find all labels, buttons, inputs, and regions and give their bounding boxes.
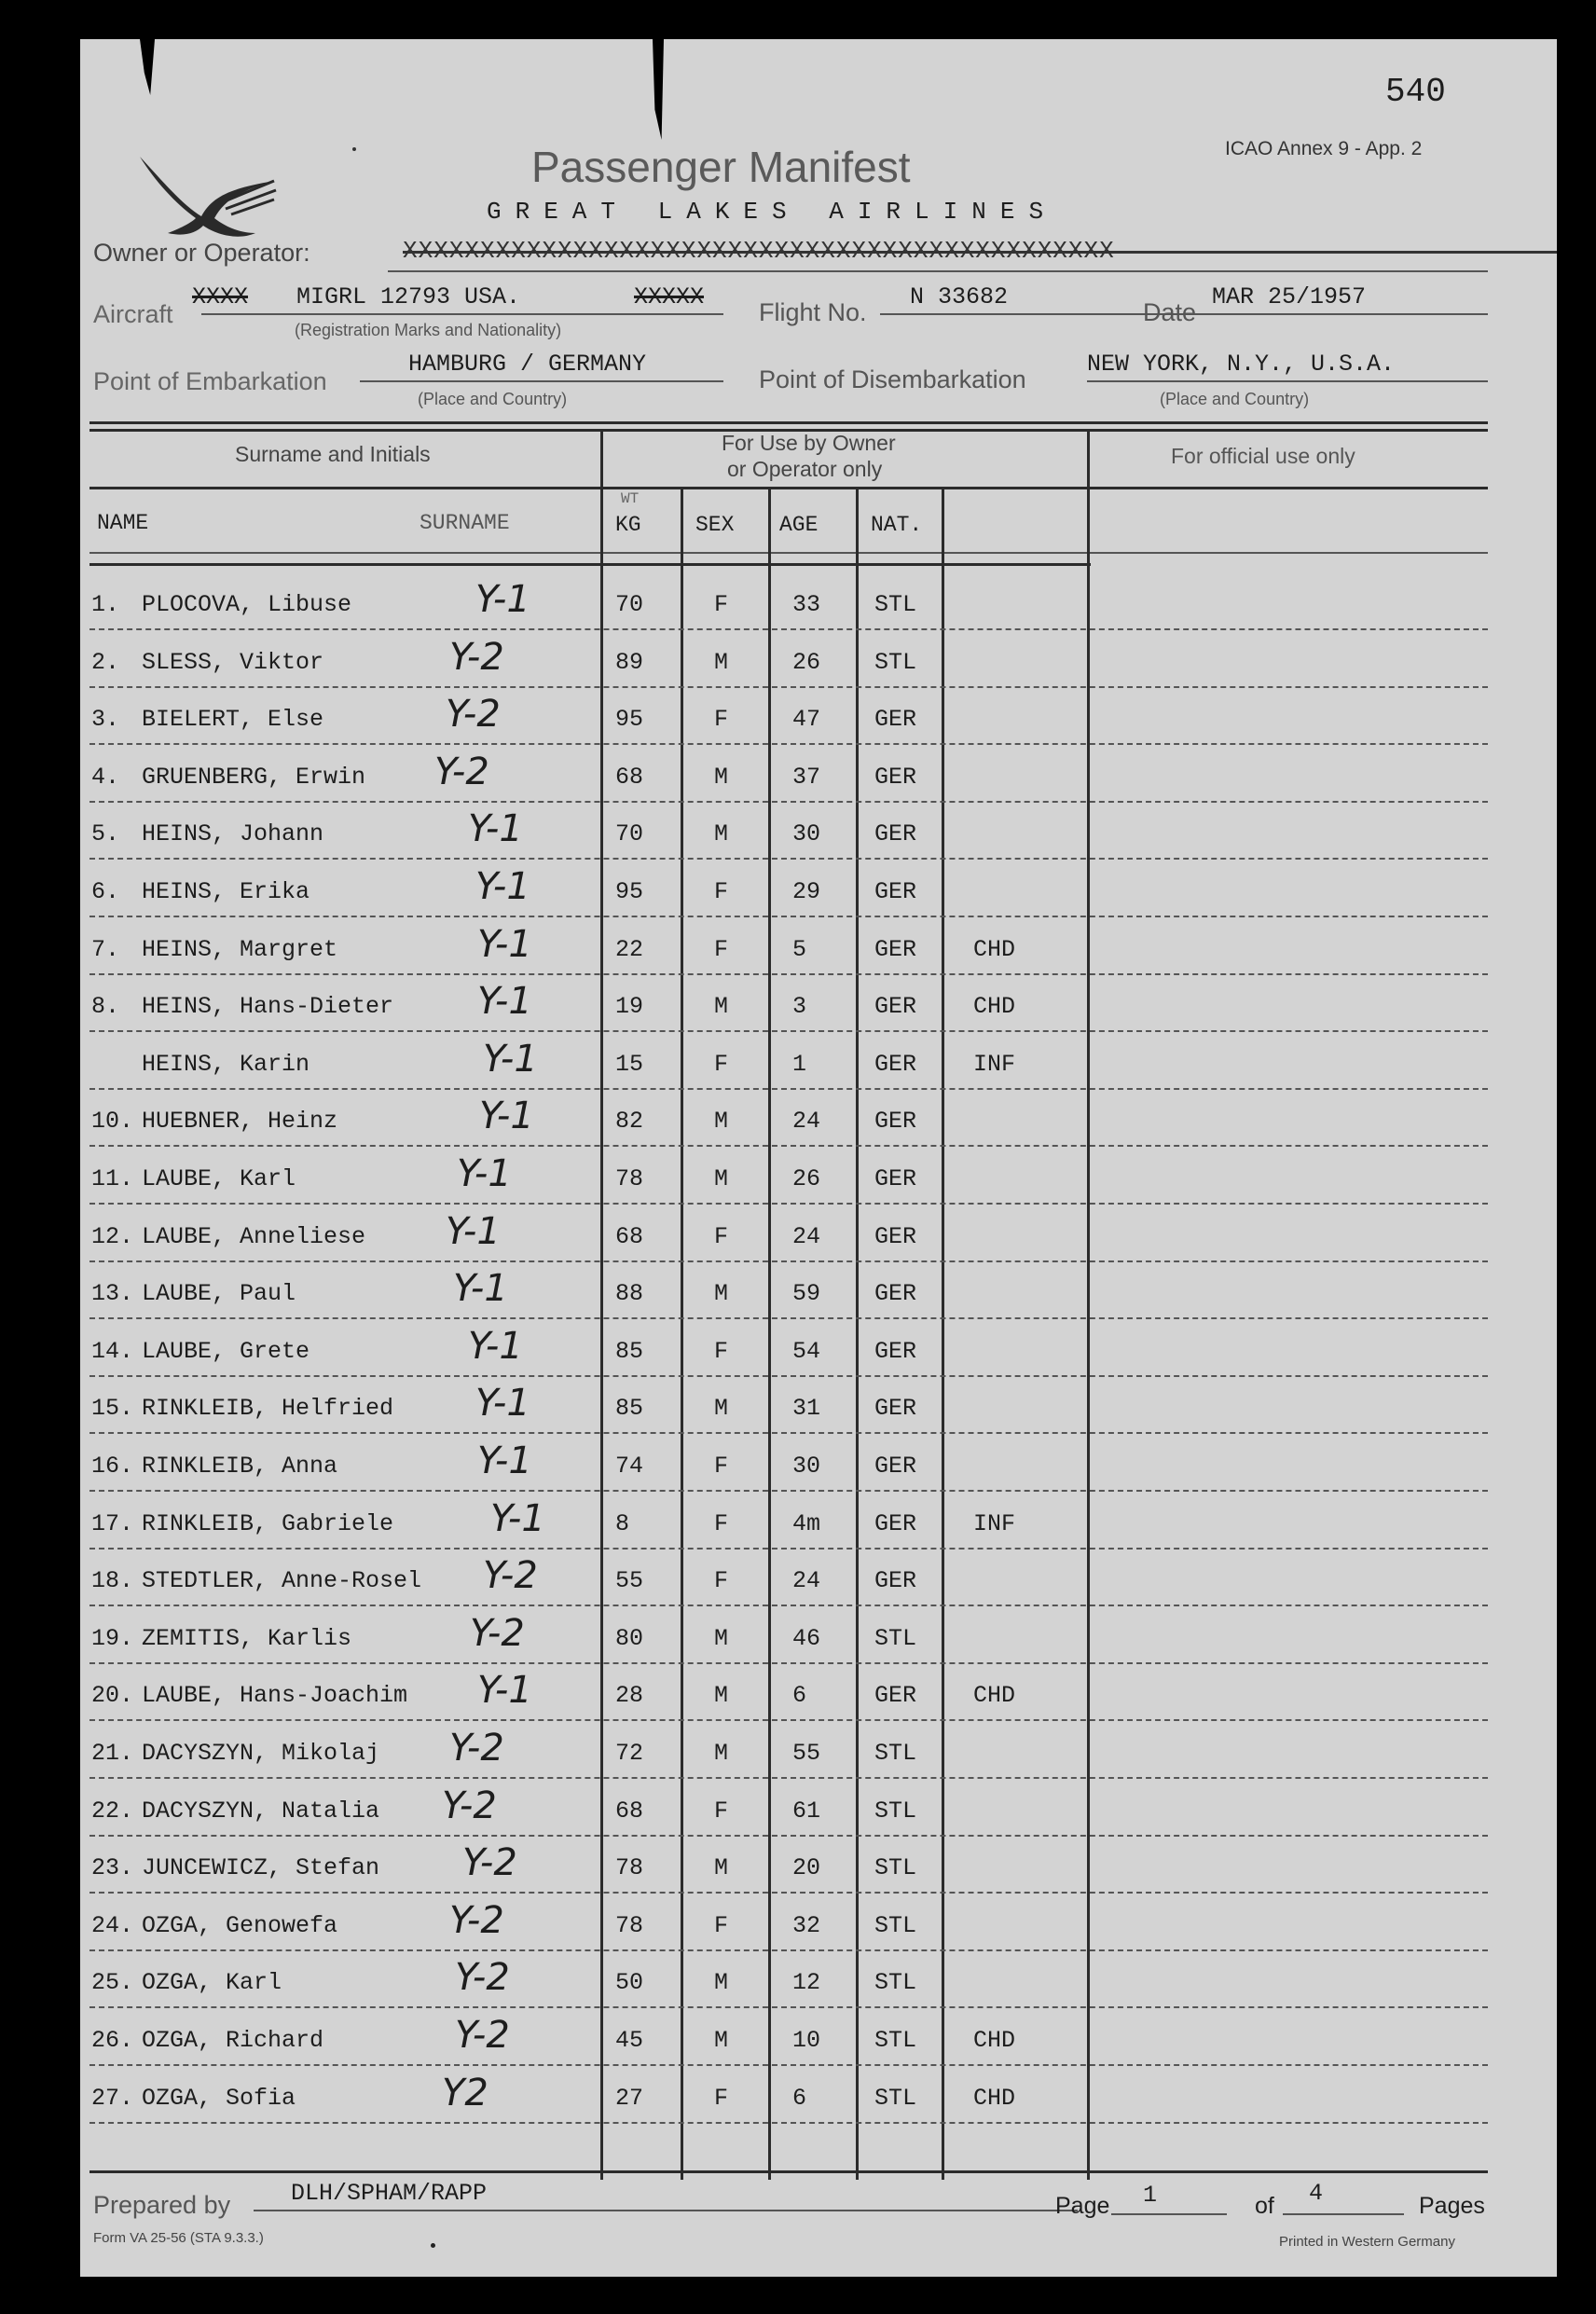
passenger-sex: M [714, 1395, 729, 1423]
passenger-age: 1 [792, 1050, 807, 1078]
passenger-age: 33 [792, 591, 821, 618]
passenger-age: 6 [792, 2084, 807, 2112]
torn-edge-left [140, 39, 155, 95]
prepared-label: Prepared by [93, 2191, 231, 2219]
aircraft-value-prefix: XXXX [192, 283, 249, 310]
passenger-remark: CHD [973, 2084, 1016, 2112]
passenger-sex: M [714, 820, 729, 848]
passenger-nat: GER [874, 1280, 917, 1308]
passenger-no: 7. [91, 935, 120, 963]
passenger-sex: M [714, 1108, 729, 1136]
passenger-sex: F [714, 1337, 729, 1365]
aircraft-value: MIGRL 12793 USA. [296, 283, 521, 310]
passenger-name: OZGA, Sofia [142, 2084, 296, 2112]
passenger-kg: 70 [615, 591, 644, 618]
row-separator [89, 1317, 1488, 1319]
col-divider-age [856, 487, 859, 2180]
passenger-remark: INF [973, 1050, 1016, 1078]
passenger-name: DACYSZYN, Natalia [142, 1797, 380, 1825]
passenger-no: 11. [91, 1165, 134, 1192]
row-separator [89, 1835, 1488, 1837]
passenger-name: HEINS, Karin [142, 1050, 310, 1078]
passenger-kg: 88 [615, 1280, 644, 1308]
passenger-age: 47 [792, 706, 821, 734]
passenger-sex: M [714, 2027, 729, 2054]
passenger-code: Y-1 [475, 1382, 530, 1426]
passenger-name: RINKLEIB, Helfried [142, 1395, 394, 1423]
passenger-kg: 72 [615, 1740, 644, 1767]
passenger-code: Y-1 [468, 807, 523, 851]
passenger-name: SLESS, Viktor [142, 648, 324, 676]
passenger-no: 18. [91, 1567, 134, 1595]
col-divider-official [1087, 429, 1090, 2180]
passenger-kg: 22 [615, 935, 644, 963]
passenger-kg: 50 [615, 1969, 644, 1997]
flight-label: Flight No. [759, 298, 867, 326]
passenger-sex: M [714, 1682, 729, 1710]
passenger-nat: GER [874, 1453, 917, 1480]
passenger-kg: 78 [615, 1854, 644, 1882]
owner-value-struck: XXXXXXXXXXXXXXXXXXXXXXXXXXXXXXXXXXXXXXXXXXXXXX [403, 237, 1557, 265]
passenger-age: 59 [792, 1280, 821, 1308]
passenger-code: Y-1 [477, 1439, 532, 1482]
row-separator [89, 858, 1488, 860]
passenger-no: 25. [91, 1969, 134, 1997]
row-separator [89, 1145, 1488, 1147]
airline-logo [134, 144, 283, 246]
passenger-nat: GER [874, 993, 917, 1021]
passenger-code: Y-2 [455, 2014, 510, 2057]
disembarkation-underline [1087, 380, 1488, 382]
passenger-age: 3 [792, 993, 807, 1021]
passenger-nat: GER [874, 878, 917, 905]
passenger-kg: 55 [615, 1567, 644, 1595]
passenger-nat: GER [874, 1165, 917, 1192]
passenger-age: 55 [792, 1740, 821, 1767]
document-title: Passenger Manifest [531, 143, 911, 191]
passenger-remark: CHD [973, 1682, 1016, 1710]
disembarkation-value: NEW YORK, N.Y., U.S.A. [1087, 351, 1396, 378]
passenger-nat: GER [874, 1567, 917, 1595]
passenger-name: LAUBE, Anneliese [142, 1222, 366, 1250]
form-id: Form VA 25-56 (STA 9.3.3.) [93, 2230, 264, 2246]
header-wt: WT [621, 490, 640, 507]
header-name: NAME [97, 511, 149, 535]
passenger-age: 20 [792, 1854, 821, 1882]
passenger-sex: F [714, 1509, 729, 1537]
passenger-kg: 27 [615, 2084, 644, 2112]
passenger-sex: F [714, 1453, 729, 1480]
passenger-code: Y-1 [475, 578, 530, 621]
row-separator [89, 1030, 1488, 1032]
owner-underline [388, 270, 1488, 272]
passenger-age: 4m [792, 1509, 821, 1537]
printed-note: Printed in Western Germany [1279, 2234, 1455, 2250]
row-separator [89, 1892, 1488, 1894]
passenger-age: 30 [792, 1453, 821, 1480]
passenger-code: Y-2 [449, 1727, 504, 1770]
page-label: Page [1055, 2193, 1110, 2219]
header-sex: SEX [695, 513, 735, 537]
table-bottom-rule [89, 2170, 1488, 2173]
passenger-no: 8. [91, 993, 120, 1021]
passenger-no: 15. [91, 1395, 134, 1423]
passenger-age: 24 [792, 1567, 821, 1595]
passenger-no: 2. [91, 648, 120, 676]
passenger-name: STEDTLER, Anne-Rosel [142, 1567, 422, 1595]
passenger-sex: M [714, 1854, 729, 1882]
passenger-name: HUEBNER, Heinz [142, 1108, 338, 1136]
passenger-sex: F [714, 935, 729, 963]
passenger-remark: CHD [973, 2027, 1016, 2054]
passenger-nat: STL [874, 1740, 917, 1767]
date-value: MAR 25/1957 [1212, 283, 1367, 310]
passenger-name: OZGA, Richard [142, 2027, 324, 2054]
page-value: 1 [1143, 2182, 1158, 2209]
col-divider-name [600, 429, 603, 2180]
passenger-age: 24 [792, 1108, 821, 1136]
row-separator [89, 916, 1488, 917]
passenger-name: LAUBE, Karl [142, 1165, 296, 1192]
passenger-no: 23. [91, 1854, 134, 1882]
passenger-name: LAUBE, Paul [142, 1280, 296, 1308]
passenger-sex: M [714, 763, 729, 791]
passenger-no: 24. [91, 1911, 134, 1939]
passenger-nat: GER [874, 1337, 917, 1365]
header-surname-initials: Surname and Initials [235, 442, 431, 466]
passenger-code: Y-1 [483, 1037, 538, 1081]
passenger-kg: 78 [615, 1165, 644, 1192]
icao-reference: ICAO Annex 9 - App. 2 [1225, 138, 1423, 159]
passenger-name: OZGA, Genowefa [142, 1911, 338, 1939]
passenger-code: Y-1 [477, 1669, 532, 1713]
passenger-nat: STL [874, 648, 917, 676]
row-separator [89, 1203, 1488, 1205]
passenger-nat: STL [874, 1969, 917, 1997]
passenger-age: 30 [792, 820, 821, 848]
pages-label: Pages [1419, 2193, 1485, 2219]
passenger-no: 16. [91, 1453, 134, 1480]
passenger-no: 27. [91, 2084, 134, 2112]
passenger-remark: INF [973, 1509, 1016, 1537]
passenger-kg: 80 [615, 1624, 644, 1652]
passenger-code: Y-2 [449, 1898, 504, 1942]
row-separator [89, 1432, 1488, 1434]
passenger-name: ZEMITIS, Karlis [142, 1624, 352, 1652]
passenger-no: 13. [91, 1280, 134, 1308]
passenger-kg: 82 [615, 1108, 644, 1136]
row-separator [89, 1375, 1488, 1377]
passenger-age: 26 [792, 1165, 821, 1192]
header-owner-use-1: For Use by Owner [722, 431, 896, 455]
row-separator [89, 1490, 1488, 1492]
disembarkation-label: Point of Disembarkation [759, 365, 1026, 393]
passenger-code: Y-1 [446, 1209, 501, 1253]
passenger-age: 5 [792, 935, 807, 963]
date-label: Date [1143, 298, 1197, 326]
passenger-sex: M [714, 993, 729, 1021]
passenger-sex: M [714, 1165, 729, 1192]
passenger-kg: 8 [615, 1509, 630, 1537]
ink-dot [352, 147, 356, 151]
passenger-kg: 70 [615, 820, 644, 848]
header-official-use: For official use only [1171, 444, 1355, 468]
passenger-sex: F [714, 878, 729, 905]
passenger-code: Y-2 [449, 635, 504, 679]
aircraft-caption: (Registration Marks and Nationality) [295, 321, 562, 339]
passenger-age: 32 [792, 1911, 821, 1939]
passenger-name: OZGA, Karl [142, 1969, 282, 1997]
passenger-kg: 74 [615, 1453, 644, 1480]
row-separator [89, 1719, 1488, 1721]
passenger-nat: STL [874, 2084, 917, 2112]
aircraft-label: Aircraft [93, 300, 173, 328]
row-separator [89, 1662, 1488, 1664]
row-separator [89, 801, 1488, 803]
passenger-age: 12 [792, 1969, 821, 1997]
row-separator [89, 1548, 1488, 1550]
embarkation-underline [360, 380, 723, 382]
passenger-code: Y-2 [446, 693, 501, 737]
passenger-no: 20. [91, 1682, 134, 1710]
passenger-code: Y-2 [470, 1611, 525, 1655]
aircraft-value-suffix: XXXXX [634, 283, 705, 310]
passenger-code: Y-1 [477, 980, 532, 1024]
passenger-remark: CHD [973, 935, 1016, 963]
passenger-name: HEINS, Margret [142, 935, 338, 963]
row-separator [89, 1260, 1488, 1262]
header-surname: SURNAME [420, 511, 510, 535]
passenger-nat: STL [874, 1854, 917, 1882]
passenger-nat: GER [874, 820, 917, 848]
passenger-age: 26 [792, 648, 821, 676]
passenger-sex: F [714, 2084, 729, 2112]
passenger-name: LAUBE, Grete [142, 1337, 310, 1365]
passenger-code: Y-1 [453, 1267, 508, 1311]
passenger-sex: M [714, 648, 729, 676]
passenger-nat: GER [874, 763, 917, 791]
passenger-age: 29 [792, 878, 821, 905]
passenger-age: 37 [792, 763, 821, 791]
passenger-nat: GER [874, 935, 917, 963]
passenger-code: Y-1 [477, 922, 532, 966]
passenger-kg: 15 [615, 1050, 644, 1078]
manifest-sheet [80, 39, 1557, 2277]
passenger-code: Y-1 [479, 1095, 534, 1138]
passenger-nat: STL [874, 1911, 917, 1939]
row-separator [89, 628, 1488, 630]
passenger-nat: GER [874, 1050, 917, 1078]
passenger-no: 10. [91, 1108, 134, 1136]
row-separator [89, 1777, 1488, 1779]
row-separator [89, 743, 1488, 745]
of-underline [1283, 2213, 1404, 2215]
passenger-code: Y-1 [475, 865, 530, 908]
table-header-rule [89, 487, 1488, 489]
passenger-kg: 68 [615, 1797, 644, 1825]
passenger-kg: 95 [615, 706, 644, 734]
row-separator [89, 1949, 1488, 1951]
passenger-nat: STL [874, 591, 917, 618]
passenger-age: 6 [792, 1682, 807, 1710]
passenger-sex: F [714, 706, 729, 734]
passenger-no: 1. [91, 591, 120, 618]
prepared-value: DLH/SPHAM/RAPP [291, 2180, 488, 2207]
passenger-sex: M [714, 1969, 729, 1997]
table-top-rule [89, 421, 1488, 424]
passenger-sex: F [714, 1911, 729, 1939]
embarkation-caption: (Place and Country) [418, 390, 568, 408]
passenger-age: 31 [792, 1395, 821, 1423]
passenger-code: Y-1 [468, 1324, 523, 1368]
owner-label: Owner or Operator: [93, 239, 310, 267]
passenger-nat: GER [874, 1395, 917, 1423]
passenger-code: Y-2 [442, 1784, 497, 1827]
passenger-sex: F [714, 1797, 729, 1825]
passenger-no: 26. [91, 2027, 134, 2054]
passenger-sex: F [714, 591, 729, 618]
passenger-kg: 28 [615, 1682, 644, 1710]
passenger-name: DACYSZYN, Mikolaj [142, 1740, 380, 1767]
col-divider-kg [681, 487, 683, 2180]
of-value: 4 [1309, 2180, 1324, 2207]
passenger-no: 22. [91, 1797, 134, 1825]
passenger-nat: STL [874, 2027, 917, 2054]
passenger-age: 54 [792, 1337, 821, 1365]
col-divider-nat [942, 487, 944, 2180]
passenger-age: 10 [792, 2027, 821, 2054]
passenger-age: 61 [792, 1797, 821, 1825]
row-separator [89, 686, 1488, 688]
passenger-nat: GER [874, 1509, 917, 1537]
prepared-underline [254, 2210, 1078, 2211]
row-separator [89, 973, 1488, 975]
passenger-kg: 95 [615, 878, 644, 905]
passenger-kg: 85 [615, 1395, 644, 1423]
passenger-code: Y-1 [457, 1152, 512, 1195]
table-subheader-rule [89, 552, 1488, 554]
row-separator [89, 2006, 1488, 2008]
passenger-code: Y-1 [490, 1496, 545, 1540]
passenger-kg: 68 [615, 1222, 644, 1250]
passenger-name: GRUENBERG, Erwin [142, 763, 366, 791]
passenger-sex: F [714, 1050, 729, 1078]
passenger-code: Y-2 [434, 750, 489, 793]
row-separator [89, 2064, 1488, 2066]
passenger-sex: F [714, 1567, 729, 1595]
row-separator [89, 1605, 1488, 1606]
row-separator [89, 2122, 1488, 2124]
passenger-name: HEINS, Erika [142, 878, 310, 905]
passenger-kg: 89 [615, 648, 644, 676]
passenger-name: BIELERT, Else [142, 706, 324, 734]
passenger-remark: CHD [973, 993, 1016, 1021]
passenger-nat: GER [874, 1222, 917, 1250]
flight-value: N 33682 [910, 283, 1009, 310]
passenger-name: HEINS, Johann [142, 820, 324, 848]
page-underline [1111, 2213, 1227, 2215]
col-divider-sex [768, 487, 771, 2180]
passenger-kg: 78 [615, 1911, 644, 1939]
header-nat: NAT. [871, 513, 923, 537]
header-age: AGE [779, 513, 819, 537]
aircraft-underline [201, 313, 723, 315]
passenger-code: Y-2 [483, 1554, 538, 1598]
passenger-kg: 85 [615, 1337, 644, 1365]
passenger-nat: STL [874, 1624, 917, 1652]
passenger-code: Y-2 [462, 1841, 517, 1885]
passenger-age: 24 [792, 1222, 821, 1250]
passenger-name: RINKLEIB, Gabriele [142, 1509, 394, 1537]
passenger-name: LAUBE, Hans-Joachim [142, 1682, 408, 1710]
passenger-no: 6. [91, 878, 120, 905]
embarkation-label: Point of Embarkation [93, 367, 327, 395]
passenger-sex: M [714, 1280, 729, 1308]
passenger-name: RINKLEIB, Anna [142, 1453, 338, 1480]
header-kg: KG [615, 513, 641, 537]
passenger-nat: GER [874, 1682, 917, 1710]
passenger-no: 12. [91, 1222, 134, 1250]
passenger-no: 5. [91, 820, 120, 848]
passenger-kg: 19 [615, 993, 644, 1021]
passenger-no: 19. [91, 1624, 134, 1652]
passenger-no: 17. [91, 1509, 134, 1537]
passenger-name: HEINS, Hans-Dieter [142, 993, 394, 1021]
torn-edge-right [653, 39, 664, 140]
passenger-no: 21. [91, 1740, 134, 1767]
passenger-nat: STL [874, 1797, 917, 1825]
row-separator [89, 1088, 1488, 1090]
disembarkation-caption: (Place and Country) [1160, 390, 1310, 408]
passenger-nat: GER [874, 1108, 917, 1136]
passenger-kg: 68 [615, 763, 644, 791]
of-label: of [1255, 2193, 1274, 2219]
passenger-no: 4. [91, 763, 120, 791]
passenger-no: 3. [91, 706, 120, 734]
passenger-name: PLOCOVA, Libuse [142, 591, 352, 618]
passenger-kg: 45 [615, 2027, 644, 2054]
passenger-name: JUNCEWICZ, Stefan [142, 1854, 380, 1882]
passenger-code: Y2 [442, 2071, 488, 2114]
airline-name: GREAT LAKES AIRLINES [487, 198, 1058, 226]
passenger-nat: GER [874, 706, 917, 734]
embarkation-value: HAMBURG / GERMANY [408, 351, 647, 378]
header-owner-use-2: or Operator only [727, 457, 883, 481]
page-number: 540 [1385, 73, 1446, 111]
passenger-age: 46 [792, 1624, 821, 1652]
ink-dot-footer [431, 2243, 435, 2248]
passenger-no: 14. [91, 1337, 134, 1365]
table-subheader-rule-2 [89, 563, 1091, 566]
passenger-sex: M [714, 1624, 729, 1652]
passenger-code: Y-2 [455, 1956, 510, 2000]
passenger-sex: M [714, 1740, 729, 1767]
passenger-sex: F [714, 1222, 729, 1250]
date-underline [1203, 313, 1488, 315]
